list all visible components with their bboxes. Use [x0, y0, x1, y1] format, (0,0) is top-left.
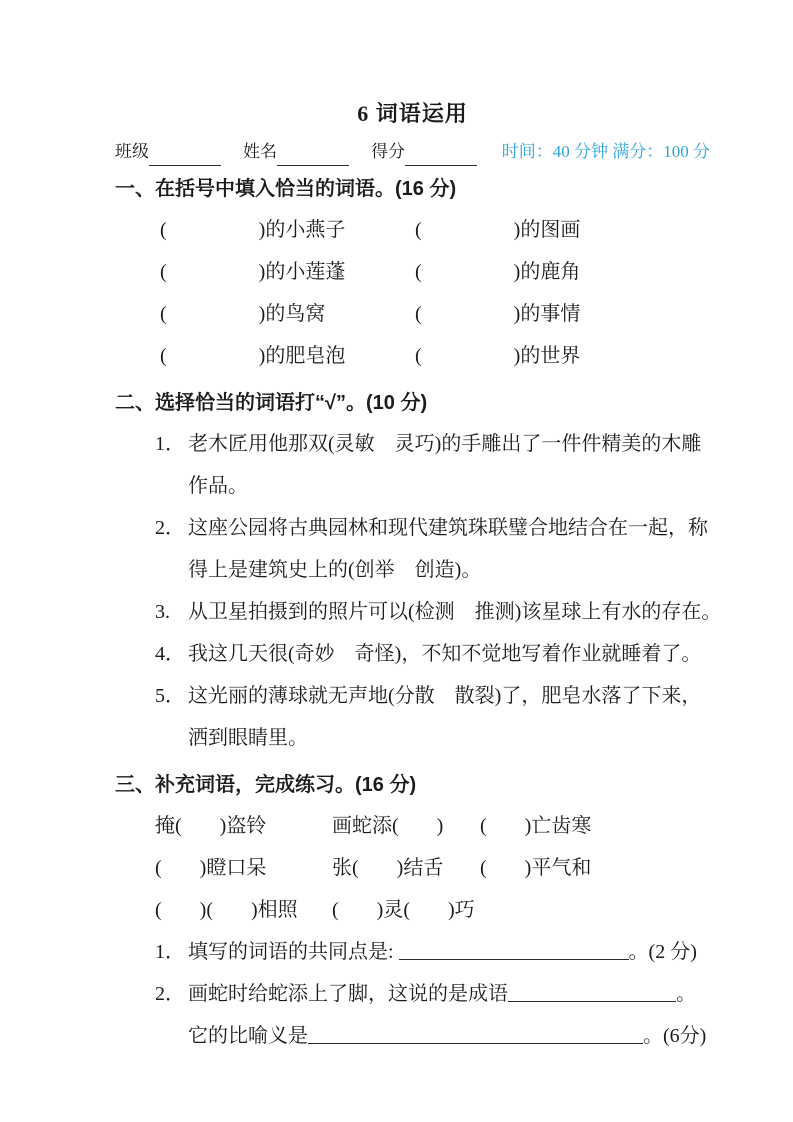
fill-item[interactable]: ( )的鹿角: [415, 261, 581, 283]
fill-item[interactable]: ( )的小莲蓬: [160, 261, 346, 283]
score-label: 得分: [371, 142, 405, 161]
fill-row: [115, 293, 710, 335]
question-item: [115, 931, 710, 973]
question-number: 2．: [155, 517, 185, 539]
student-info-line: [115, 140, 710, 164]
section2-heading: 二、选择恰当的词语打“√”。(10 分): [115, 392, 428, 414]
question-text: 它的比喻义是: [188, 1025, 308, 1047]
question-item: [115, 633, 710, 675]
idiom-item[interactable]: 画蛇添( ): [332, 815, 444, 837]
page-title: 6 词语运用: [357, 101, 468, 126]
question-text[interactable]: 老木匠用他那双(灵敏 灵巧)的手雕出了一件件精美的木雕: [188, 433, 702, 455]
question-text: 。(2 分): [628, 941, 697, 963]
question-text: 。(6分): [643, 1025, 707, 1047]
question-text: 作品。: [188, 475, 248, 497]
question-text[interactable]: 我这几天很(奇妙 奇怪)，不知不觉地写着作业就睡着了。: [188, 643, 702, 665]
idiom-item[interactable]: 张( )结舌: [332, 857, 444, 879]
question-text: 填写的词语的共同点是:: [188, 941, 399, 963]
question-number: 5．: [155, 685, 185, 707]
question-text[interactable]: 这座公园将古典园林和现代建筑珠联璧合地结合在一起，称: [188, 517, 708, 539]
question-item: [115, 675, 710, 759]
question-text: 洒到眼睛里。: [188, 727, 308, 749]
idiom-item[interactable]: 掩( )盗铃: [155, 815, 267, 837]
fill-item[interactable]: ( )的世界: [415, 345, 581, 367]
answer-fill-blank[interactable]: [308, 1028, 643, 1044]
idiom-item[interactable]: ( )亡齿寒: [480, 815, 592, 837]
idiom-item[interactable]: ( )灵( )巧: [332, 899, 475, 921]
question-number: 4．: [155, 643, 185, 665]
section3-heading: 三、补充词语，完成练习。(16 分): [115, 774, 417, 796]
class-label: 班级: [115, 142, 149, 161]
question-item: [115, 973, 710, 1057]
score-fill-blank[interactable]: [405, 150, 477, 166]
question-number: 1．: [155, 941, 185, 963]
fill-item[interactable]: ( )的肥皂泡: [160, 345, 346, 367]
question-item: [115, 507, 710, 591]
question-text[interactable]: 从卫星拍摄到的照片可以(检测 推测)该星球上有水的存在。: [188, 601, 722, 623]
question-item: [115, 591, 722, 633]
fill-item[interactable]: ( )的图画: [415, 219, 581, 241]
fill-row: [115, 209, 710, 251]
question-text: 得上是建筑史上的(创举 创造)。: [188, 559, 482, 581]
exam-time-score-info: 时间：40 分钟 满分：100 分: [501, 142, 710, 161]
idiom-row: [115, 847, 710, 889]
fill-row: [115, 335, 710, 377]
question-number: 1．: [155, 433, 185, 455]
section1-heading: 一、在括号中填入恰当的词语。(16 分): [115, 178, 457, 200]
question-text: 画蛇时给蛇添上了脚，这说的是成语: [188, 983, 508, 1005]
idiom-item[interactable]: ( )平气和: [480, 857, 592, 879]
question-number: 3.: [155, 601, 170, 623]
question-item: [115, 423, 710, 507]
question-text: 。: [676, 983, 696, 1005]
name-fill-blank[interactable]: [277, 150, 349, 166]
name-label: 姓名: [243, 142, 277, 161]
answer-fill-blank[interactable]: [508, 986, 676, 1002]
idiom-item[interactable]: ( )( )相照: [155, 899, 298, 921]
idiom-item[interactable]: ( )瞪口呆: [155, 857, 267, 879]
answer-fill-blank[interactable]: [399, 944, 629, 960]
question-text[interactable]: 这光丽的薄球就无声地(分散 散裂)了，肥皂水落了下来，: [188, 685, 702, 707]
class-fill-blank[interactable]: [149, 150, 221, 166]
fill-item[interactable]: ( )的小燕子: [160, 219, 346, 241]
question-number: 2．: [155, 983, 185, 1005]
fill-item[interactable]: ( )的鸟窝: [160, 303, 326, 325]
fill-row: [115, 251, 710, 293]
fill-item[interactable]: ( )的事情: [415, 303, 581, 325]
idiom-row: [115, 805, 710, 847]
idiom-row: [115, 889, 710, 931]
